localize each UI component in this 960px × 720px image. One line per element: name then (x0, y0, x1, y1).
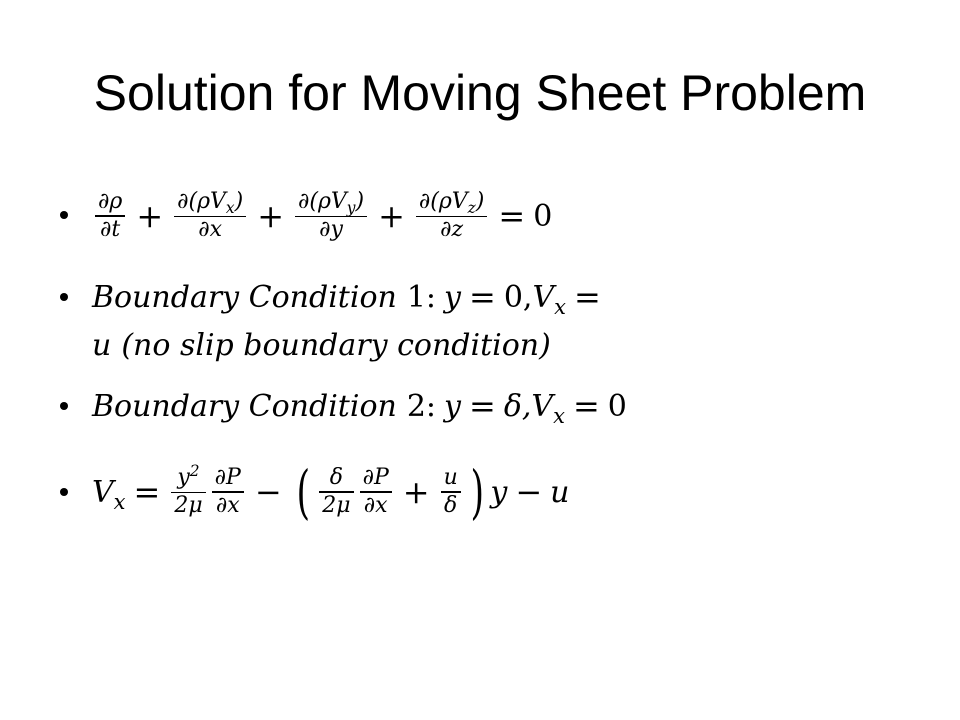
numerator: ∂ρ (98, 189, 123, 215)
slide-title: Solution for Moving Sheet Problem (93, 65, 867, 121)
plus-operator: + (257, 197, 284, 235)
subscript: x (225, 199, 235, 218)
bc1-label: Boundary Condition (92, 279, 397, 315)
left-paren: ( (296, 458, 310, 526)
continuity-equation (92, 174, 552, 258)
fraction-drhovy-dy (295, 189, 367, 244)
equals-operator: = (469, 387, 496, 425)
denominator: ∂t (100, 216, 121, 242)
equals-operator: = (572, 387, 600, 425)
numerator: δ (329, 465, 344, 491)
var-y: y (490, 474, 508, 510)
numerator (416, 189, 487, 216)
bc1-value: 0, (503, 279, 533, 315)
subscript: y (346, 199, 356, 218)
close-paren: ) (475, 188, 485, 214)
bc2-label: Boundary Condition (92, 388, 397, 424)
bullet-dot-3 (60, 402, 68, 410)
bullet-dot-4 (60, 488, 68, 496)
fraction-drhovx-dx (174, 189, 246, 244)
vx-symbol: V (92, 474, 114, 510)
bullet-dot-2 (60, 293, 68, 301)
minus-operator: − (254, 473, 282, 511)
bc1-number: 1: (406, 279, 437, 315)
denominator: ∂x (363, 492, 388, 518)
numerator (295, 189, 367, 216)
vx-symbol: V (532, 279, 555, 315)
rhs-zero: 0 (533, 198, 553, 234)
vx-symbol: V (531, 388, 554, 424)
bc2-value: δ, (503, 388, 532, 424)
bullet-dot-1 (60, 211, 68, 219)
numerator-text: y (177, 464, 190, 490)
equals-operator: = (573, 278, 601, 316)
var-u: u (550, 474, 570, 510)
plus-operator: + (402, 473, 430, 511)
minus-operator: − (515, 473, 543, 511)
numerator: ∂P (362, 465, 389, 491)
numerator: u (443, 465, 458, 491)
boundary-condition-1-line1 (92, 276, 609, 318)
bc1-note: (no slip boundary condition) (121, 327, 551, 363)
denominator: ∂x (215, 492, 240, 518)
equals-operator: = (133, 473, 161, 511)
fraction-dp-dx-2 (360, 465, 392, 519)
denominator: ∂x (198, 217, 223, 243)
boundary-condition-2 (92, 385, 627, 427)
velocity-profile-equation (92, 448, 569, 536)
numerator-text: ∂(ρV (177, 188, 226, 214)
fraction-drhovz-dz (416, 189, 487, 244)
bc1-var-y: y (444, 279, 461, 315)
numerator: ∂P (214, 465, 241, 491)
numerator (174, 462, 202, 492)
equals-operator: = (469, 278, 496, 316)
plus-operator: + (136, 197, 164, 235)
bc1-u: u (92, 327, 112, 363)
vx-lhs (92, 474, 126, 514)
denominator: ∂z (440, 217, 464, 243)
subscript: x (553, 403, 565, 428)
denominator: 2μ (322, 492, 351, 518)
right-paren: ) (470, 458, 484, 526)
plus-operator: + (378, 197, 405, 235)
denominator: δ (444, 492, 458, 518)
subscript: z (467, 199, 476, 218)
fraction-dp-dx (212, 465, 244, 519)
fraction-u-delta (441, 465, 461, 519)
denominator: 2μ (174, 493, 203, 519)
numerator-text: ∂(ρV (298, 188, 347, 214)
boundary-condition-1-line2 (92, 324, 551, 366)
bc2-vx (531, 388, 565, 428)
close-paren: ) (234, 188, 244, 214)
subscript: x (554, 294, 566, 319)
bc2-rhs: 0 (607, 388, 627, 424)
subscript: x (113, 489, 126, 514)
superscript: 2 (189, 462, 200, 481)
fraction-delta-2mu (319, 465, 353, 519)
bc1-vx (532, 279, 566, 319)
bc2-number: 2: (406, 388, 437, 424)
fraction-y2-2mu (171, 462, 205, 520)
bc2-var-y: y (444, 388, 461, 424)
numerator-text: ∂(ρV (418, 188, 468, 214)
fraction-drho-dt (95, 189, 125, 243)
numerator (174, 189, 246, 216)
close-paren: ) (355, 188, 365, 214)
equals-operator: = (498, 197, 526, 235)
denominator: ∂y (319, 217, 343, 243)
